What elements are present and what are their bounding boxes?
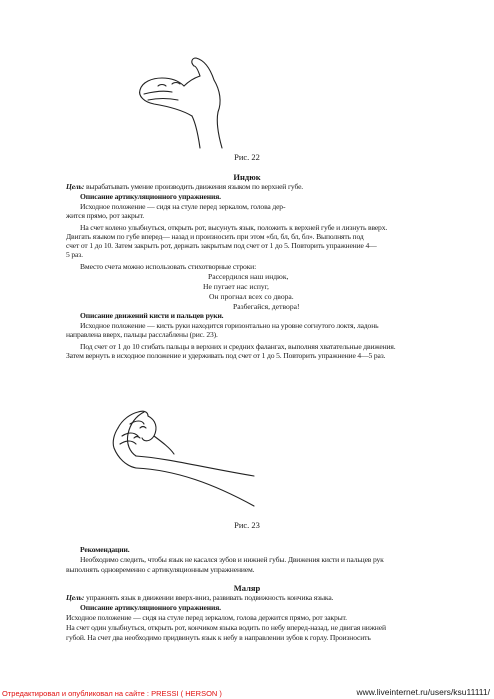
goal-label: Цель:: [66, 182, 85, 191]
poem-line: Он прогнал всех со двора.: [209, 292, 294, 301]
paragraph-line: Исходное положение — сидя на стуле перед зеркалом, голова держится прямо, рот закрыт.: [66, 613, 347, 622]
paragraph-line: Под счет от 1 до 10 сгибать пальцы в верхних и средних фалангах, выполняя хватательные движения.: [80, 342, 396, 351]
paragraph-line: Исходное положение — сидя на стуле перед зеркалом, голова дер-: [80, 202, 286, 211]
goal-line: [66, 182, 303, 191]
paragraph-line: Необходимо следить, чтобы язык не касался зубов и нижней губы. Движения кисти и пальцев рук: [80, 555, 384, 564]
figure-caption: Рис. 23: [234, 520, 260, 530]
source-url[interactable]: www.liveinternet.ru/users/ksu11111/: [356, 687, 490, 697]
section-title: Маляр: [233, 583, 261, 593]
paragraph-line: губой. На счет два необходимо придвинуть язык к небу в направлении зубов к горлу. Произносить: [66, 633, 371, 642]
poem-line: Не пугает нас испуг,: [203, 282, 269, 291]
publisher-credit: Отредактировал и опубликовал на сайте : PRESSI ( HERSON ): [2, 689, 222, 698]
paragraph-line: 5 раз.: [66, 250, 83, 259]
poem-line: Рассердился наш индюк,: [208, 272, 289, 281]
paragraph-line: Затем вернуть в исходное положение и удерживать под счет от 1 до 5. Повторить упражнение 4—5 раз.: [66, 351, 386, 360]
paragraph-line: На счет колено улыбнуться, открыть рот, высунуть язык, положить к верхней губе и лизнуть вверх.: [80, 223, 388, 232]
goal-text: упражнять язык в движении вверх-вниз, развивать подвижность кончика языка.: [85, 593, 334, 602]
paragraph-line: выполнять одновременно с артикуляционным упражнением.: [66, 565, 255, 574]
figure-caption: Рис. 22: [234, 152, 260, 162]
hand-illustration-fig23: [96, 398, 256, 510]
paragraph-line: Вместо счета можно использовать стихотворные строки:: [80, 262, 257, 271]
goal-label: Цель:: [66, 593, 85, 602]
section-heading: Описание движений кисти и пальцев руки.: [80, 311, 224, 320]
paragraph-line: счет от 1 до 10. Затем закрыть рот, держать закрытым под счет от 1 до 5. Повторить упражнение 4—: [66, 241, 377, 250]
goal-line: [66, 593, 333, 602]
section-title: Индюк: [233, 172, 261, 182]
paragraph-line: Исходное положение — кисть руки находится горизонтально на уровне согнутого локтя, ладонь: [80, 321, 379, 330]
goal-text: вырабатывать умение производить движения языком по верхней губе.: [85, 182, 304, 191]
paragraph-line: Двигать языком по губе вперед— назад и произносить при этом «бл, бл, бл, бл». Выполнять под: [66, 232, 364, 241]
poem-line: Разбегайся, детвора!: [233, 302, 300, 311]
hand-illustration-fig22: [118, 38, 248, 150]
paragraph-line: жится прямо, рот закрыт.: [66, 211, 144, 220]
paragraph-line: направлена вверх, пальцы расслаблены (рис. 23).: [66, 330, 218, 339]
paragraph-line: На счет один улыбнуться, открыть рот, кончиком языка водить по небу вперед-назад, не двигая нижней: [66, 623, 386, 632]
section-title: Рекомендации.: [80, 545, 130, 554]
section-heading: Описание артикуляционного упражнения.: [80, 603, 221, 612]
section-heading: Описание артикуляционного упражнения.: [80, 192, 221, 201]
